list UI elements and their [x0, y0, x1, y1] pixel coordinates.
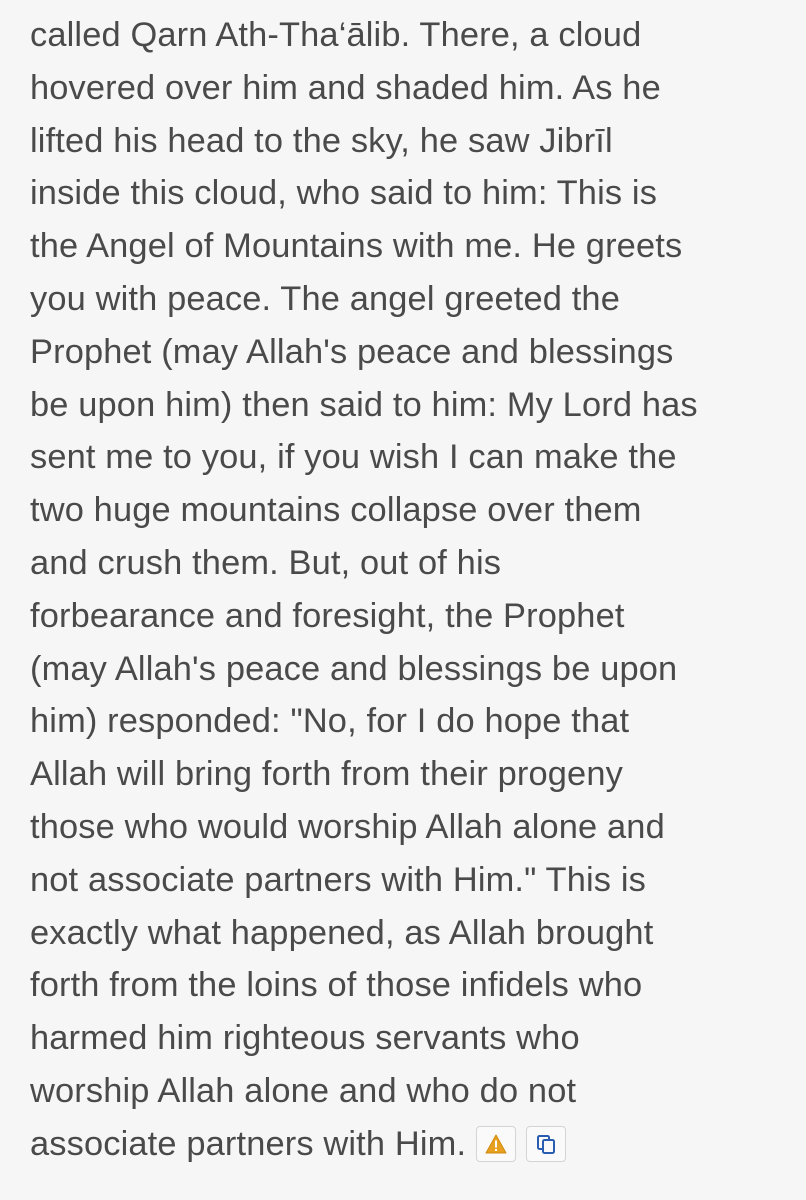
article-line: inside this cloud, who said to him: This is: [30, 174, 658, 213]
article-line: not associate partners with Him." This is: [30, 860, 646, 899]
article-line: harmed him righteous servants who: [30, 1019, 580, 1058]
article-line: forth from the loins of those infidels who: [30, 966, 643, 1005]
copy-button[interactable]: [526, 1126, 566, 1162]
article-last-line: [30, 1118, 788, 1171]
report-error-button[interactable]: [476, 1126, 516, 1162]
article-line: you with peace. The angel greeted the: [30, 279, 620, 318]
article-line: the Angel of Mountains with me. He greets: [30, 227, 683, 266]
article-line: Prophet (may Allah's peace and blessings: [30, 332, 674, 371]
article-line: two huge mountains collapse over them: [30, 491, 642, 530]
article-line: hovered over him and shaded him. As he: [30, 68, 661, 107]
article-line: be upon him) then said to him: My Lord has: [30, 385, 698, 424]
article-line: him) responded: "No, for I do hope that: [30, 702, 630, 741]
article-line: forbearance and foresight, the Prophet: [30, 596, 625, 635]
article-line: called Qarn Ath-Tha‘ālib. There, a cloud: [30, 16, 642, 54]
copy-icon: [535, 1133, 557, 1155]
warning-icon: [485, 1134, 507, 1154]
article-line: lifted his head to the sky, he saw Jibrīl: [30, 121, 613, 160]
article-line: exactly what happened, as Allah brought: [30, 913, 654, 952]
article-line: Allah will bring forth from their progeny: [30, 755, 623, 794]
article-line: sent me to you, if you wish I can make the: [30, 438, 677, 477]
article-text: [30, 9, 788, 1171]
article-line: worship Allah alone and who do not: [30, 1071, 577, 1110]
article-line: and crush them. But, out of his: [30, 543, 502, 582]
article-line: (may Allah's peace and blessings be upon: [30, 649, 678, 688]
article-line: associate partners with Him.: [30, 1124, 467, 1163]
article-line: those who would worship Allah alone and: [30, 807, 665, 846]
